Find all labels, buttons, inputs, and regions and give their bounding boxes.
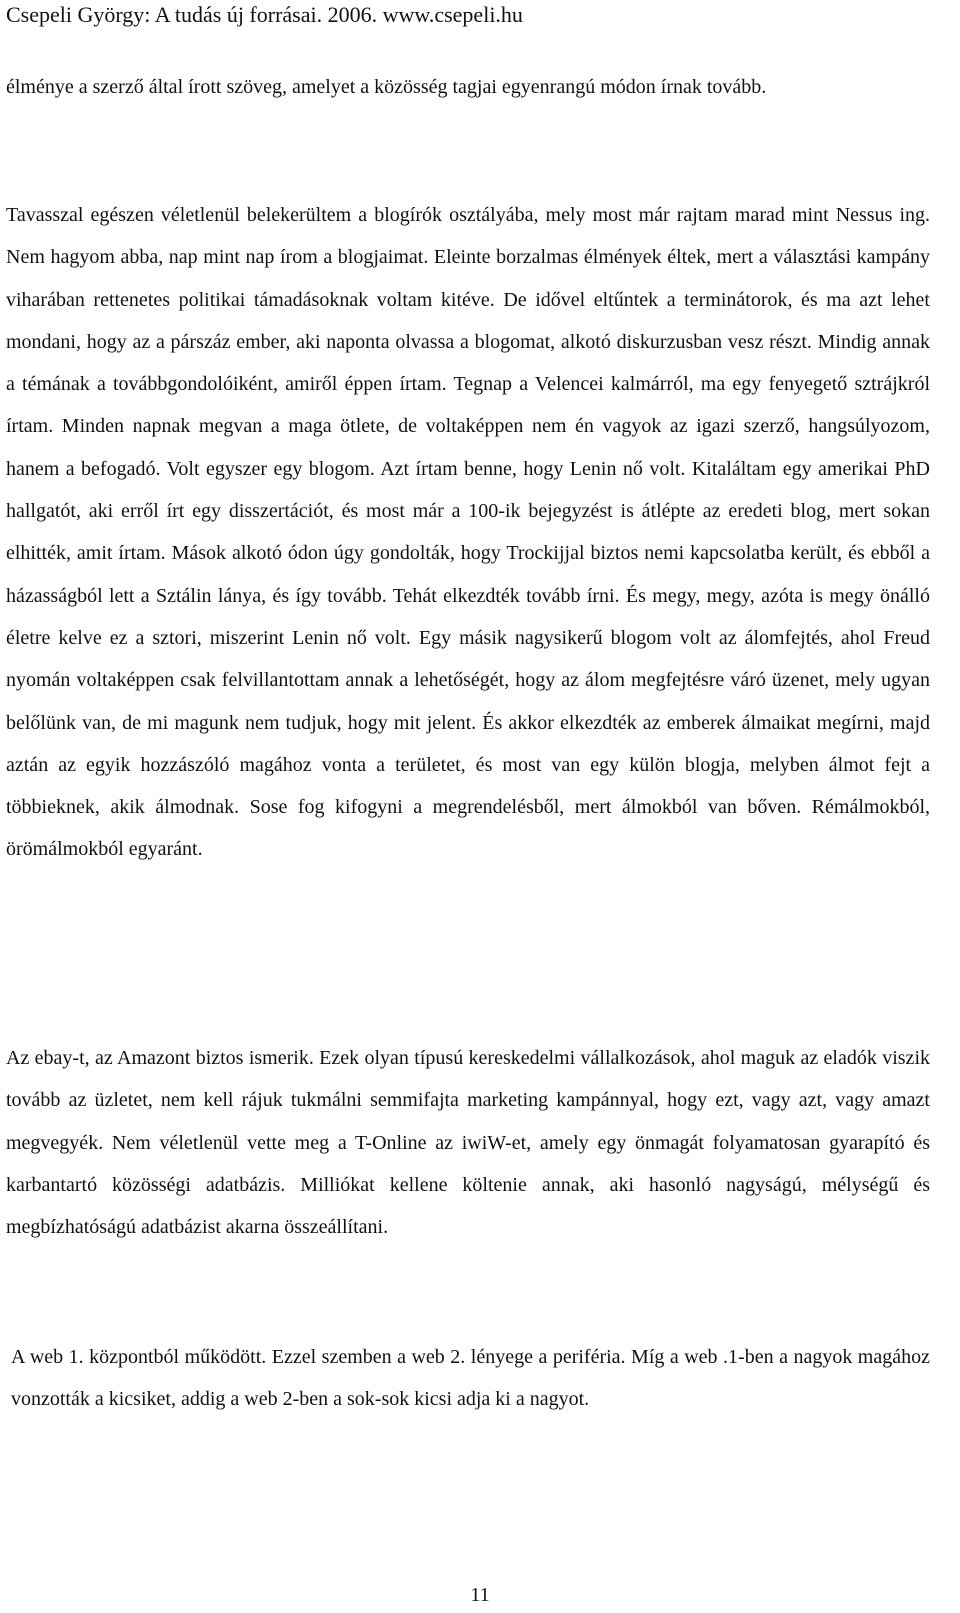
paragraph-text: élménye a szerző által írott szöveg, amelyet a közösség tagjai egyenrangú módon írnak tovább. xyxy=(6,76,767,98)
paragraph-ebay-amazon xyxy=(6,1037,930,1248)
running-header: Csepeli György: A tudás új forrásai. 2006. www.csepeli.hu xyxy=(6,2,523,27)
paragraph-text: Az ebay-t, az Amazont biztos ismerik. Ezek olyan típusú kereskedelmi vállalkozások, ahol maguk az eladók viszik tovább az üzletet, nem kell rájuk tukmálni semmifajta marketing kampánnyal, hogy ezt, vagy azt, vagy amazt megvegyék. Nem véletlenül vette meg a T-Online az iwiW-et, amely egy önmagát folyamatosan gyarapító és karbantartó közösségi adatbázis. Milliókat kellene költenie annak, aki hasonló nagyságú, mélységű és megbízhatóságú adatbázist akarna összeállítani. xyxy=(6,1047,930,1239)
page-number: 11 xyxy=(470,1584,490,1606)
paragraph-text: A web 1. központból működött. Ezzel szemben a web 2. lényege a periféria. Míg a web .1-ben a nagyok magához vonzották a kicsiket, addig a web 2-ben a sok-sok kicsi adja ki a nagyot. xyxy=(11,1346,930,1411)
paragraph-web-versions xyxy=(6,1336,930,1421)
paragraph-text: Tavasszal egészen véletlenül belekerültem a blogírók osztályába, mely most már rajtam marad mint Nessus ing. Nem hagyom abba, nap mint nap írom a blogjaimat. Eleinte borzalmas élmények éltek, mert a választási kampány viharában rettenetes politikai támadásoknak voltam kitéve. De idővel eltűntek a terminátorok, és ma azt lehet mondani, hogy az a párszáz ember, aki naponta olvassa a blogomat, alkotó diskurzusban vesz részt. Mindig annak a témának a továbbgondolóiként, amiről éppen írtam. Tegnap a Velencei kalmárról, ma egy fenyegető sztrájkról írtam. Minden napnak megvan a maga ötlete, de voltaképpen nem én vagyok az igazi szerző, hangsúlyozom, hanem a befogadó. Volt egyszer egy blogom. Azt írtam benne, hogy Lenin nő volt. Kitaláltam egy amerikai PhD hallgatót, aki erről írt egy disszertációt, és most már a 100-ik bejegyzést is átlépte az eredeti blog, mert sokan elhitték, amit írtam. Mások alkotó ódon úgy gondolták, hogy Trockijjal biztos nemi kapcsolatba került, és ebből a házasságból lett a Sztálin lánya, és így tovább. Tehát elkezdték tovább írni. És megy, megy, azóta is megy önálló életre kelve ez a sztori, miszerint Lenin nő volt. Egy másik nagysikerű blogom volt az álomfejtés, ahol Freud nyomán voltaképpen csak felvillantottam annak a lehetőségét, hogy az álom megfejtésre váró üzenet, mely ugyan belőlünk van, de mi magunk nem tudjuk, hogy mit jelent. És akkor elkezdték az emberek álmaikat megírni, majd aztán az egyik hozzászóló magához vonta a területet, és most van egy külön blogja, melyben álmot fejt a többieknek, akik álmodnak. Sose fog kifogyni a megrendelésből, mert álmokból van bőven. Rémálmokból, örömálmokból egyaránt. xyxy=(6,204,930,861)
paragraph-blog-experience xyxy=(6,194,930,871)
paragraph-continuation xyxy=(6,66,930,108)
